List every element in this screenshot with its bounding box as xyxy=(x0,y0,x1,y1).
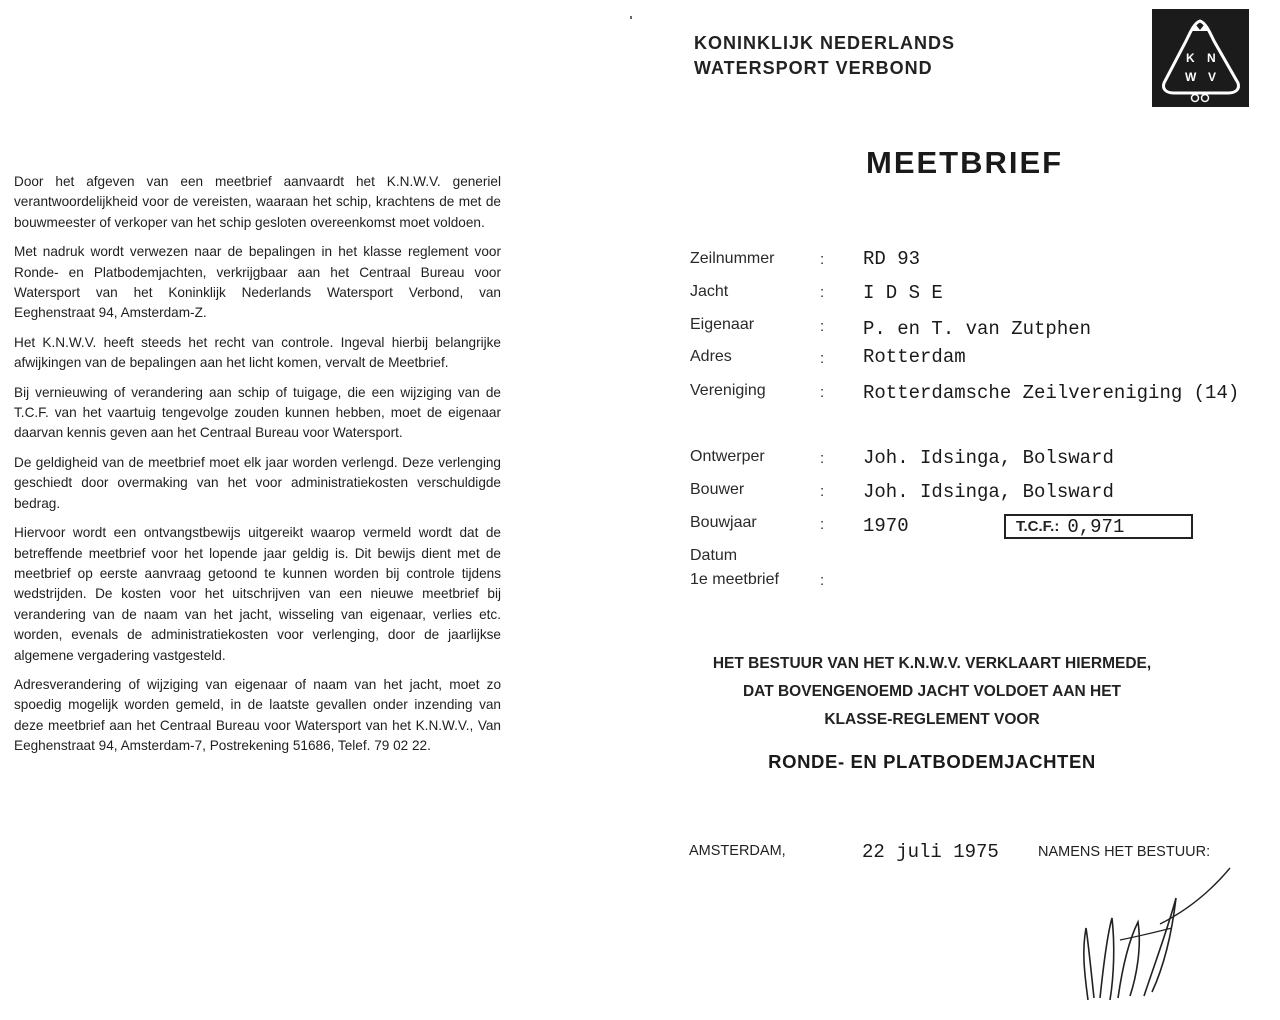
label-bouwjaar: Bouwjaar xyxy=(690,514,757,531)
svg-text:K: K xyxy=(1186,51,1195,65)
value-jacht: I D S E xyxy=(863,282,943,304)
speck-mark xyxy=(630,16,632,19)
declaration-line-1: HET BESTUUR VAN HET K.N.W.V. VERKLAART HIERMEDE, xyxy=(712,655,1152,672)
conditions-paragraph: Het K.N.W.V. heeft steeds het recht van controle. Ingeval hierbij belangrijke afwijkingen van de bepalingen aan het licht komen, vervalt de Meetbrief. xyxy=(14,334,501,371)
svg-text:N: N xyxy=(1207,51,1216,65)
page-title: MEETBRIEF xyxy=(866,145,1064,180)
conditions-paragraph: Door het afgeven van een meetbrief aanvaardt het K.N.W.V. generiel verantwoordelijkheid voor de vereisten, waaraan het schip, krachtens de met de bouwmeester of verkoper van het schip gesloten overeenkomst moet voldoen. xyxy=(14,174,501,230)
conditions-paragraph: Bij vernieuwing of verandering aan schip of tuigage, die een wijziging van de T.C.F. van het vaartuig tengevolge zouden kunnen hebben, moet de eigenaar daarvan kennis geven aan het Centraal Bureau voor Watersport. xyxy=(14,384,501,441)
declaration-line-3: KLASSE-REGLEMENT VOOR xyxy=(824,711,1040,728)
colon: : xyxy=(820,483,825,500)
label-vereniging: Vereniging xyxy=(690,382,766,399)
svg-text:V: V xyxy=(1208,70,1217,84)
label-jacht: Jacht xyxy=(690,283,729,300)
colon: : xyxy=(820,384,825,401)
signature-icon xyxy=(1060,840,1270,1015)
label-bouwer: Bouwer xyxy=(690,481,745,498)
colon: : xyxy=(820,450,825,467)
colon: : xyxy=(820,284,825,301)
label-ontwerper: Ontwerper xyxy=(690,448,765,465)
organization-name xyxy=(694,31,955,81)
value-vereniging: Rotterdamsche Zeilvereniging (14) xyxy=(863,382,1240,404)
colon: : xyxy=(820,251,825,268)
value-adres: Rotterdam xyxy=(863,346,966,368)
value-bouwjaar: 1970 xyxy=(863,515,909,537)
value-bouwer: Joh. Idsinga, Bolsward xyxy=(863,481,1114,503)
conditions-paragraph: De geldigheid van de meetbrief moet elk jaar worden verlengd. Deze verlenging geschiedt door overmaking van het voor administratiekosten verschuldigde bedrag. xyxy=(14,454,501,511)
svg-text:W: W xyxy=(1185,70,1197,84)
value-ontwerper: Joh. Idsinga, Bolsward xyxy=(863,447,1114,469)
declaration xyxy=(690,650,1174,734)
colon: : xyxy=(820,350,825,367)
issue-date: 22 juli 1975 xyxy=(862,841,999,863)
class-name: RONDE- EN PLATBODEMJACHTEN xyxy=(768,751,1096,772)
colon: : xyxy=(820,318,825,335)
colon: : xyxy=(820,572,825,589)
colon: : xyxy=(820,516,825,533)
label-datum: Datum xyxy=(690,547,738,564)
tcf-label: T.C.F.: xyxy=(1016,518,1060,535)
on-behalf-label: NAMENS HET BESTUUR: xyxy=(1038,844,1211,860)
org-line-1: KONINKLIJK NEDERLANDS xyxy=(694,33,956,53)
place: AMSTERDAM, xyxy=(689,843,786,859)
conditions-paragraph: Hiervoor wordt een ontvangstbewijs uitgereikt waarop vermeld wordt dat de betreffende meetbrief voor het lopende jaar geldig is. Dit bewijs dient met de meetbrief op eerste aanvraag getoond te kunnen worden bij controle tijdens wedstrijden. De kosten voor het uitschrijven van een nieuwe meetbrief bij verandering van de naam van het jacht, wisseling van eigenaar, verlies etc. worden, evenals de administratiekosten voor verlenging, door de jaarlijkse algemene vergadering vastgesteld. xyxy=(14,525,501,663)
conditions-paragraph: Adresverandering of wijziging van eigenaar of naam van het jacht, moet zo spoedig mogelijk worden gemeld, in de laatste gevallen onder inzending van deze meetbrief aan het Centraal Bureau voor Watersport van het K.N.W.V., Van Eeghenstraat 94, Amsterdam-7, Postrekening 51686, Telef. 79 02 22. xyxy=(14,676,501,754)
conditions-paragraph: Met nadruk wordt verwezen naar de bepalingen in het klasse reglement voor Ronde- en Platbodemjachten, verkrijgbaar aan het Centraal Bureau voor Watersport van het Koninklijk Nederlands Watersport Verbond, van Eeghenstraat 94, Amsterdam-Z. xyxy=(14,244,501,321)
label-adres: Adres xyxy=(690,348,732,365)
value-eigenaar: P. en T. van Zutphen xyxy=(863,318,1092,340)
org-line-2: WATERSPORT VERBOND xyxy=(694,58,933,78)
conditions-text xyxy=(14,172,501,766)
label-eigenaar: Eigenaar xyxy=(690,316,755,333)
label-eerste-meetbrief: 1e meetbrief xyxy=(690,571,779,588)
tcf-box xyxy=(1004,514,1193,539)
value-zeilnummer: RD 93 xyxy=(863,248,921,270)
knwv-logo-icon xyxy=(1152,9,1249,107)
declaration-line-2: DAT BOVENGENOEMD JACHT VOLDOET AAN HET xyxy=(742,683,1122,700)
tcf-value: 0,971 xyxy=(1067,515,1125,538)
label-zeilnummer: Zeilnummer xyxy=(690,250,775,267)
